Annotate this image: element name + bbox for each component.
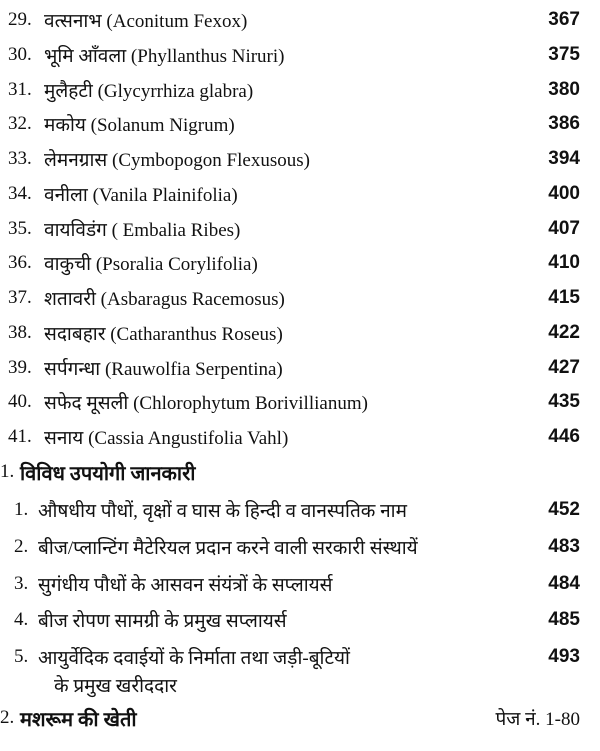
entry-title: सर्पगन्धा (Rauwolfia Serpentina) (44, 358, 283, 380)
toc-entry (0, 316, 600, 350)
entry-number: 33. (8, 148, 32, 169)
entry-title: बीज/प्लान्टिंग मैटेरियल प्रदान करने वाली सरकारी संस्थायें (38, 538, 418, 559)
toc-entry (0, 3, 600, 37)
entry-title: आयुर्वेदिक दवाईयों के निर्माता तथा जड़ी-बूटियों (38, 648, 350, 669)
page-number: 380 (548, 78, 580, 100)
section-number: 2. (0, 707, 15, 728)
entry-title: वाकुची (Psoralia Corylifolia) (44, 254, 258, 276)
toc-entry (0, 603, 600, 637)
toc-entry (0, 567, 600, 601)
entry-title: भूमि आँवला (Phyllanthus Niruri) (44, 45, 285, 67)
page-number: 427 (548, 356, 580, 378)
entry-title-continued: के प्रमुख खरीददार (54, 676, 177, 697)
page-number: 400 (548, 182, 580, 204)
toc-entry (0, 107, 600, 141)
entry-number: 37. (8, 287, 32, 308)
entry-number: 30. (8, 43, 32, 65)
page-number: 446 (548, 426, 580, 447)
toc-entry (0, 73, 600, 107)
section-number: 1. (0, 461, 15, 482)
toc-entry (0, 142, 600, 176)
page-number: 415 (548, 287, 580, 308)
entry-number: 39. (8, 356, 32, 378)
entry-title: मकोय (Solanum Nigrum) (44, 115, 235, 137)
toc-entry (0, 493, 600, 527)
page-number: 452 (548, 499, 580, 520)
toc-entry (0, 420, 600, 454)
section-heading-2 (0, 701, 600, 735)
toc-entry (0, 38, 600, 72)
entry-title: बीज रोपण सामग्री के प्रमुख सप्लायर्स (38, 611, 287, 632)
section-title: मशरूम की खेती (20, 708, 137, 731)
page-number: 410 (548, 252, 580, 274)
entry-number: 1. (14, 499, 29, 520)
toc-entry (0, 212, 600, 246)
entry-title: वायविडंग ( Embalia Ribes) (44, 219, 241, 241)
entry-number: 40. (8, 391, 32, 413)
entry-number: 4. (14, 609, 29, 630)
entry-title: वत्सनाभ (Aconitum Fexox) (44, 11, 248, 32)
page-range: पेज नं. 1-80 (495, 709, 580, 730)
entry-number: 2. (14, 536, 29, 557)
entry-number: 3. (14, 573, 29, 594)
entry-number: 34. (8, 182, 32, 204)
page-number: 407 (548, 217, 580, 239)
toc-entry-continuation (0, 668, 600, 702)
entry-number: 35. (8, 217, 32, 239)
entry-number: 41. (8, 426, 32, 447)
toc-entry (0, 246, 600, 280)
entry-number: 32. (8, 113, 32, 135)
page-number: 367 (548, 9, 580, 30)
page-number: 485 (548, 609, 580, 630)
entry-title: सनाय (Cassia Angustifolia Vahl) (44, 428, 289, 449)
entry-title: वनीला (Vanila Plainifolia) (44, 184, 238, 206)
toc-entry (0, 351, 600, 385)
page-number: 493 (548, 646, 580, 667)
entry-number: 5. (14, 646, 29, 667)
section-heading-1 (0, 455, 600, 489)
entry-title: सुगंधीय पौधों के आसवन संयंत्रों के सप्लायर्स (38, 575, 333, 596)
toc-entry (0, 385, 600, 419)
page-number: 422 (548, 321, 580, 343)
entry-number: 31. (8, 78, 32, 100)
page-number: 386 (548, 113, 580, 135)
entry-number: 29. (8, 9, 32, 30)
page-number: 394 (548, 148, 580, 169)
toc-entry (0, 281, 600, 315)
entry-number: 38. (8, 321, 32, 343)
entry-title: शतावरी (Asbaragus Racemosus) (44, 289, 285, 310)
toc-entry (0, 530, 600, 564)
entry-title: मुलैहटी (Glycyrrhiza glabra) (44, 80, 254, 102)
entry-title: सफेद मूसली (Chlorophytum Borivillianum) (44, 393, 368, 415)
page-number: 375 (548, 43, 580, 65)
entry-title: लेमनग्रास (Cymbopogon Flexusous) (44, 150, 310, 171)
page-number: 435 (548, 391, 580, 413)
toc-entry (0, 177, 600, 211)
entry-title: औषधीय पौधों, वृक्षों व घास के हिन्दी व वानस्पतिक नाम (38, 501, 407, 522)
entry-number: 36. (8, 252, 32, 274)
page-number: 484 (548, 573, 580, 594)
section-title: विविध उपयोगी जानकारी (20, 462, 196, 485)
entry-title: सदाबहार (Catharanthus Roseus) (44, 323, 283, 345)
page-number: 483 (548, 536, 580, 557)
